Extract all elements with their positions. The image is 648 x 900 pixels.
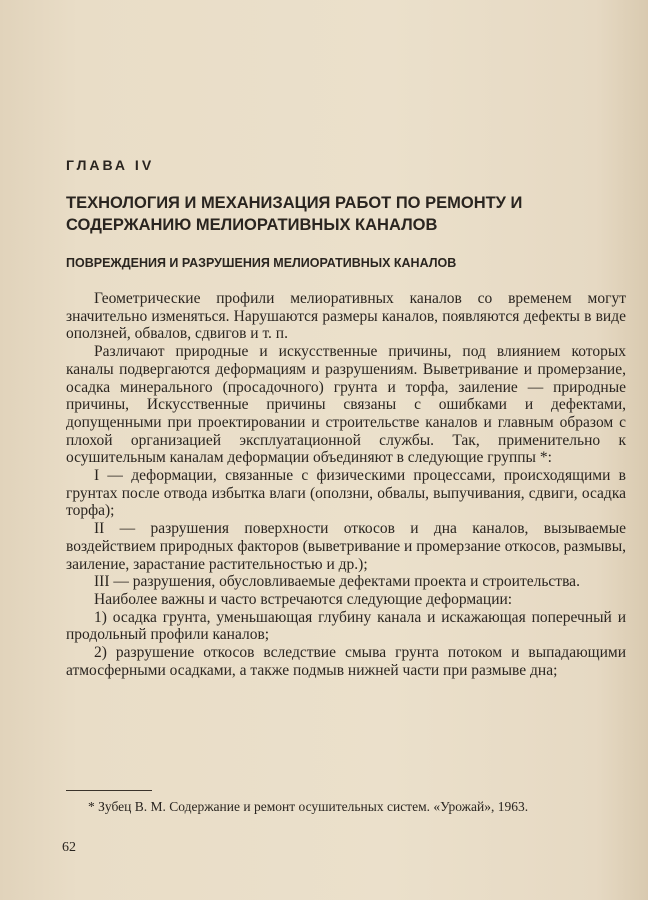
section-title: ПОВРЕЖДЕНИЯ И РАЗРУШЕНИЯ МЕЛИОРАТИВНЫХ КАНАЛОВ xyxy=(66,256,457,270)
body-text xyxy=(66,290,626,679)
paragraph: Различают природные и искусственные причины, под влиянием которых каналы подвергаются деформациям и разрушениям. Выветривание и промерзание, осадка минерального (просадочного) грунта и торфа, заиление — природные причины, Искусственные причины связаны с ошибками и дефектами, допущенными при проектировании и строительстве каналов и главным образом с плохой организацией эксплуатационной службы. Так, применительно к осушительным каналам деформации объединяют в следующие группы *: xyxy=(66,343,626,467)
paragraph: I — деформации, связанные с физическими процессами, происходящими в грунтах после отвода избытка влаги (оползни, обвалы, выпучивания, сдвиги, осадка торфа); xyxy=(66,467,626,520)
paragraph: 2) разрушение откосов вследствие смыва грунта потоком и выпадающими атмосферными осадками, а также подмыв нижней части при размыве дна; xyxy=(66,644,626,679)
paragraph: III — разрушения, обусловливаемые дефектами проекта и строительства. xyxy=(94,573,580,591)
chapter-title: ТЕХНОЛОГИЯ И МЕХАНИЗАЦИЯ РАБОТ ПО РЕМОНТУ И СОДЕРЖАНИЮ МЕЛИОРАТИВНЫХ КАНАЛОВ xyxy=(66,194,523,234)
paragraph: 1) осадка грунта, уменьшающая глубину канала и искажающая поперечный и продольный профили каналов; xyxy=(66,608,626,644)
paragraph: Наиболее важны и часто встречаются следующие деформации: xyxy=(94,590,513,608)
page-number: 62 xyxy=(62,840,76,855)
paragraph: Геометрические профили мелиоративных каналов со временем могут значительно изменяться. Нарушаются размеры каналов, появляются дефекты в виде оползней, обвалов, сдвигов и т. п. xyxy=(66,290,626,343)
paragraph: II — разрушения поверхности откосов и дна каналов, вызываемые воздействием природных факторов (выветривание и промерзание откосов, размывы, заиление, зарастание растительностью и др.); xyxy=(66,520,626,573)
chapter-heading: ГЛАВА IV xyxy=(66,157,155,173)
footnote-divider xyxy=(66,790,152,791)
footnote: * Зубец В. М. Содержание и ремонт осушительных систем. «Урожай», 1963. xyxy=(88,799,529,814)
